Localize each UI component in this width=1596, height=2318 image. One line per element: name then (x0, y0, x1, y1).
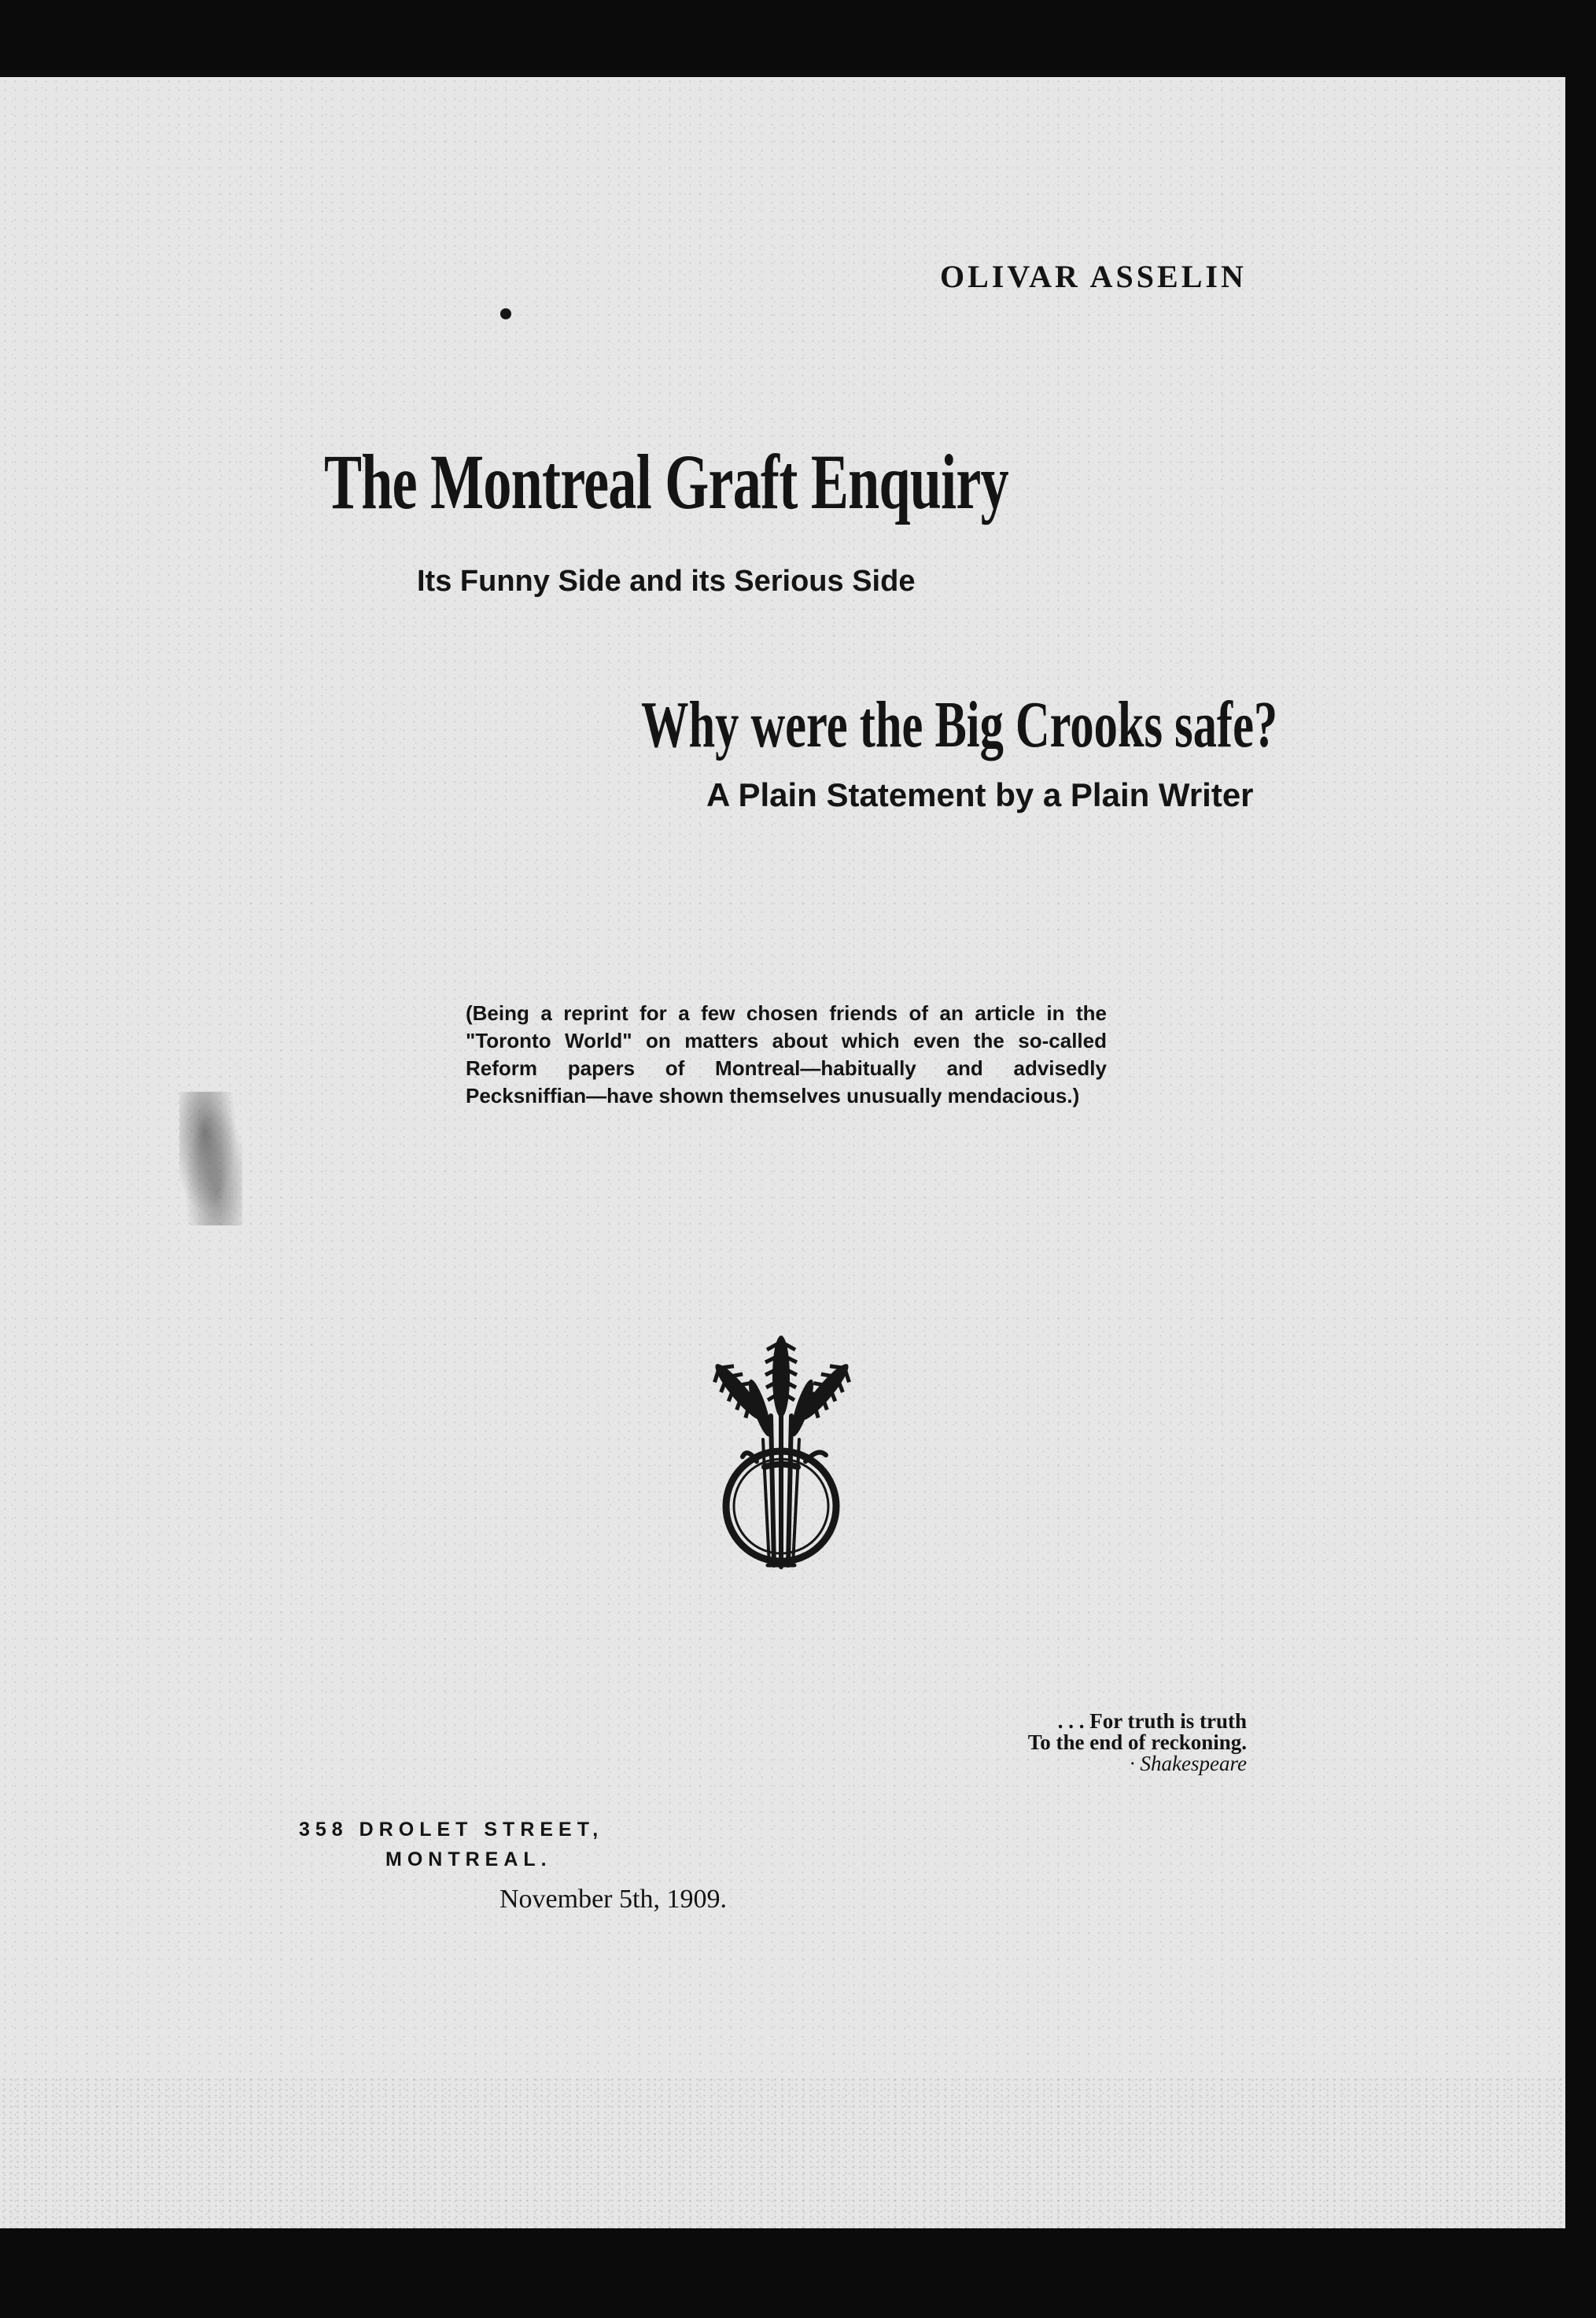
epigraph-attribution: · Shakespeare (1130, 1752, 1247, 1775)
question-heading: Why were the Big Crooks safe? (641, 688, 1278, 761)
ink-smudge (179, 1092, 242, 1225)
address-city: MONTREAL. (385, 1848, 552, 1870)
address-street: 358 DROLET STREET, (299, 1819, 604, 1841)
ink-dot (500, 308, 511, 319)
author-name: OLIVAR ASSELIN (940, 259, 1247, 294)
epigraph-line: . . . For truth is truth (1057, 1709, 1247, 1733)
subtitle: Its Funny Side and its Serious Side (417, 565, 916, 598)
scan-noise (0, 2077, 1565, 2228)
wheat-sheaf-ring-emblem-icon (692, 1329, 873, 1589)
statement-heading: A Plain Statement by a Plain Writer (706, 776, 1254, 813)
epigraph (940, 1711, 1247, 1774)
intro-paragraph: (Being a reprint for a few chosen friends of an article in the "Toronto World" on matters about which even the so-called Reform papers of Montreal—habitually and advisedly Pecksniffian—have shown themselves unusually mendacious.) (466, 1001, 1107, 1107)
publication-date: November 5th, 1909. (499, 1885, 727, 1914)
scan-border (1565, 77, 1596, 2228)
main-title: The Montreal Graft Enquiry (324, 438, 1008, 525)
epigraph-line: To the end of reckoning. (1027, 1730, 1247, 1754)
